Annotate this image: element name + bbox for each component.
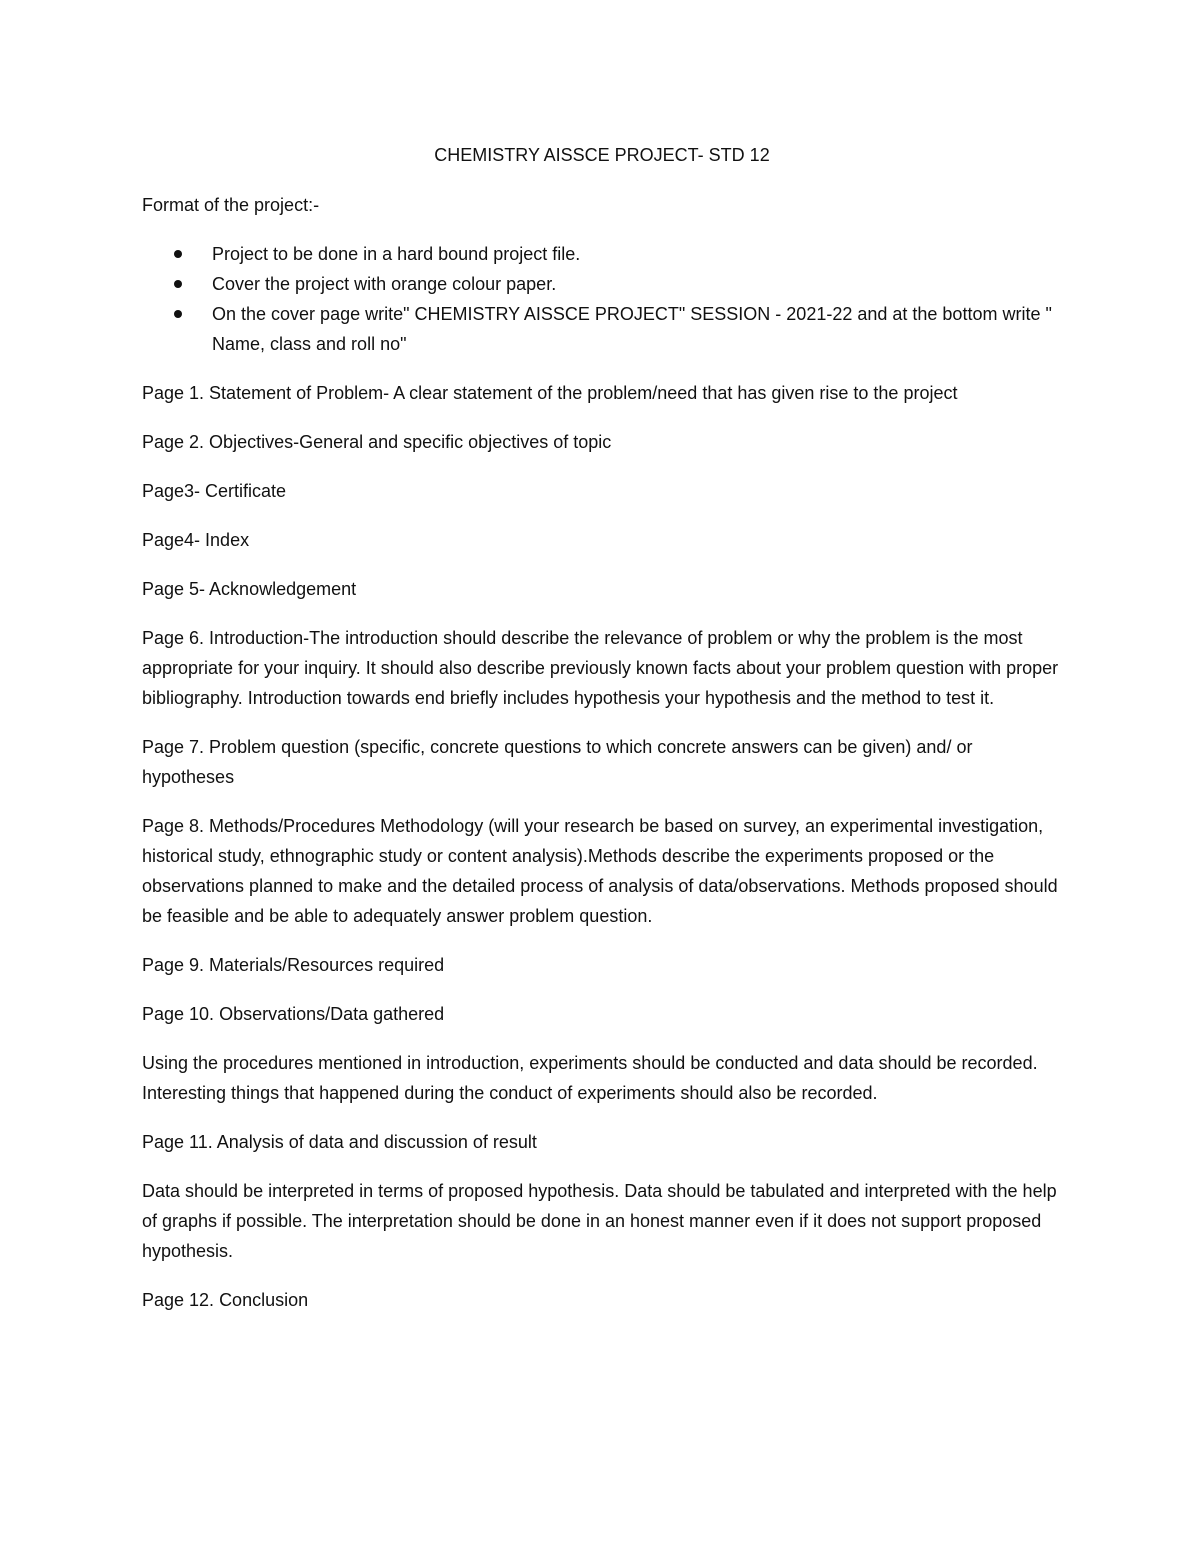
document-page: [142, 140, 1062, 1334]
bullet-icon: [174, 250, 182, 258]
page-8-methods: Page 8. Methods/Procedures Methodology (will your research be based on survey, an experimental investigation, historical study, ethnographic study or content analysis).Methods describe the experiments proposed or the observations planned to make and the detailed process of analysis of data/observations. Methods proposed should be feasible and be able to adequately answer problem question.: [142, 816, 1058, 926]
observations-description: Using the procedures mentioned in introduction, experiments should be conducted and data should be recorded. Interesting things that happened during the conduct of experiments should also be recorded.: [142, 1053, 1038, 1103]
format-bullet-list: [142, 239, 1062, 359]
bullet-icon: [174, 280, 182, 288]
page-2-objectives: Page 2. Objectives-General and specific objectives of topic: [142, 432, 612, 452]
page-7-problem-question: Page 7. Problem question (specific, concrete questions to which concrete answers can be given) and/ or hypotheses: [142, 737, 973, 787]
page-11-analysis: Page 11. Analysis of data and discussion of result: [142, 1132, 537, 1152]
list-item: [142, 299, 1062, 359]
bullet-icon: [174, 310, 182, 318]
page-1-statement: Page 1. Statement of Problem- A clear statement of the problem/need that has given rise to the project: [142, 383, 958, 403]
format-heading: Format of the project:-: [142, 195, 320, 215]
document-title: CHEMISTRY AISSCE PROJECT- STD 12: [434, 145, 770, 165]
bullet-text: Project to be done in a hard bound project file.: [212, 244, 581, 264]
page-9-materials: Page 9. Materials/Resources required: [142, 955, 445, 975]
list-item: [142, 239, 1062, 269]
analysis-description: Data should be interpreted in terms of proposed hypothesis. Data should be tabulated and interpreted with the help of graphs if possible. The interpretation should be done in an honest manner even if it does not support proposed hypothesis.: [142, 1181, 1057, 1261]
bullet-text: On the cover page write" CHEMISTRY AISSCE PROJECT" SESSION - 2021-22 and at the bottom write " Name, class and roll no": [212, 304, 1052, 354]
bullet-text: Cover the project with orange colour paper.: [212, 274, 557, 294]
page-12-conclusion: Page 12. Conclusion: [142, 1290, 309, 1310]
page-3-certificate: Page3- Certificate: [142, 481, 287, 501]
page-6-introduction: Page 6. Introduction-The introduction should describe the relevance of problem or why the problem is the most appropriate for your inquiry. It should also describe previously known facts about your problem question with proper bibliography. Introduction towards end briefly includes hypothesis your hypothesis and the method to test it.: [142, 628, 1059, 708]
page-5-acknowledgement: Page 5- Acknowledgement: [142, 579, 357, 599]
page-4-index: Page4- Index: [142, 530, 250, 550]
list-item: [142, 269, 1062, 299]
page-10-observations: Page 10. Observations/Data gathered: [142, 1004, 445, 1024]
